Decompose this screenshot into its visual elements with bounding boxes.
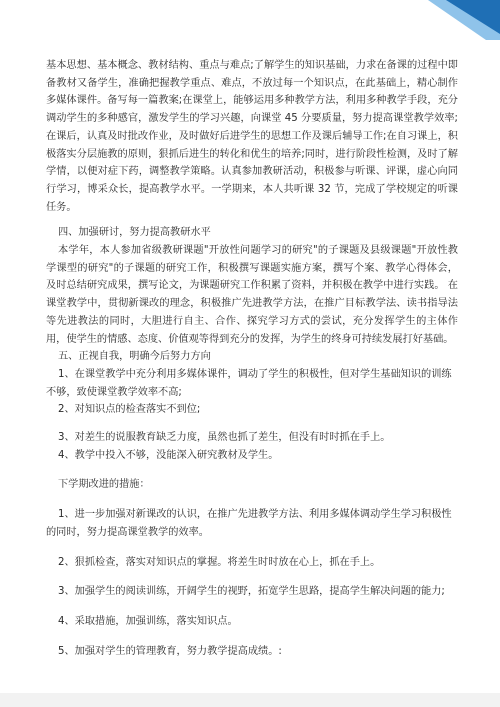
measure-item: 3、加强学生的阅读训练，开阔学生的视野，拓宽学生思路，提高学生解决问题的能力; (58, 586, 445, 598)
measure-item: 1、进一步加强对新课改的认识，在推广先进教学方法、利用多媒体调动学生学习积极性的同时，努力提高课堂教学的效率。 (46, 509, 452, 538)
measures-title: 下学期改进的措施： (58, 479, 150, 491)
measure-item: 2、狠抓检查，落实对知识点的掌握。将差生时时放在心上，抓在手上。 (58, 556, 381, 568)
issue-item: 3、对差生的说服教育缺乏力度，虽然也抓了差生，但没有时时抓在手上。 (58, 432, 391, 444)
issue-item: 4、教学中投入不够，没能深入研究教材及学生。 (58, 449, 279, 461)
section-heading-5: 五、正视自我，明确今后努力方向 (58, 351, 211, 363)
issue-item: 1、在课堂教学中充分利用多媒体课件，调动了学生的积极性，但对学生基础知识的训练不够，致使课堂教学效率不高; (46, 368, 452, 398)
section-heading-4: 四、加强研讨，努力提高教研水平 (58, 227, 211, 239)
corner-decoration (410, 0, 500, 40)
paragraph-teaching-process: 基本思想、基本概念、教材结构、重点与难点;了解学生的知识基础，力求在备课的过程中即备教材又备学生，准确把握教学重点、难点，不放过每一个知识点，在此基础上，精心制作多媒体课件。备写每一篇教案;在课堂上，能够运用多种教学方法，利用多种教学手段，充分调动学生的多种感官，激发学生的学习兴趣，向课堂 45 分要质量，努力提高课堂教学效率;在课后，认真及时批改作业，及时做好后进学生的思想工作及课后辅导工作;在自习课上，积极落实分层施教的原则，狠抓后进生的转化和优生的培养;同时，进行阶段性检测，及时了解学情，以便对症下药，调整教学策略。认真参加教研活动，积极参与听课、评课，虚心向同行学习，博采众长，提高教学水平。一学期来，本人共听课 32 节，完成了学校规定的听课任务。 (46, 60, 458, 213)
page-footer-bar (0, 693, 500, 707)
issue-item: 2、对知识点的检查落实不到位; (58, 404, 201, 416)
measure-item: 4、采取措施，加强训练，落实知识点。 (58, 615, 238, 627)
paragraph-research: 本学年，本人参加省级教研课题"开放性问题学习的研究"的子课题及县级课题"开放性教学课型的研究"的子课题的研究工作，积极撰写课题实施方案，撰写个案、教学心得体会，及时总结研究成果，撰写论文，为课题研究工作积累了资料，并积极在教学中进行实践。 在课堂教学中，贯彻新课改的理念，积极推广先进教学方法，在推广目标教学法、读书指导法等先进教法的同时，大胆进行自主、合作、探究学习方式的尝试，充分发挥学生的主体作用，使学生的情感、态度、价值观等得到充分的发挥，为学生的终身可持续发展打好基础。 (46, 245, 458, 345)
measure-item: 5、加强对学生的管理教育，努力教学提高成绩。: (58, 645, 282, 657)
document-body (46, 57, 458, 660)
